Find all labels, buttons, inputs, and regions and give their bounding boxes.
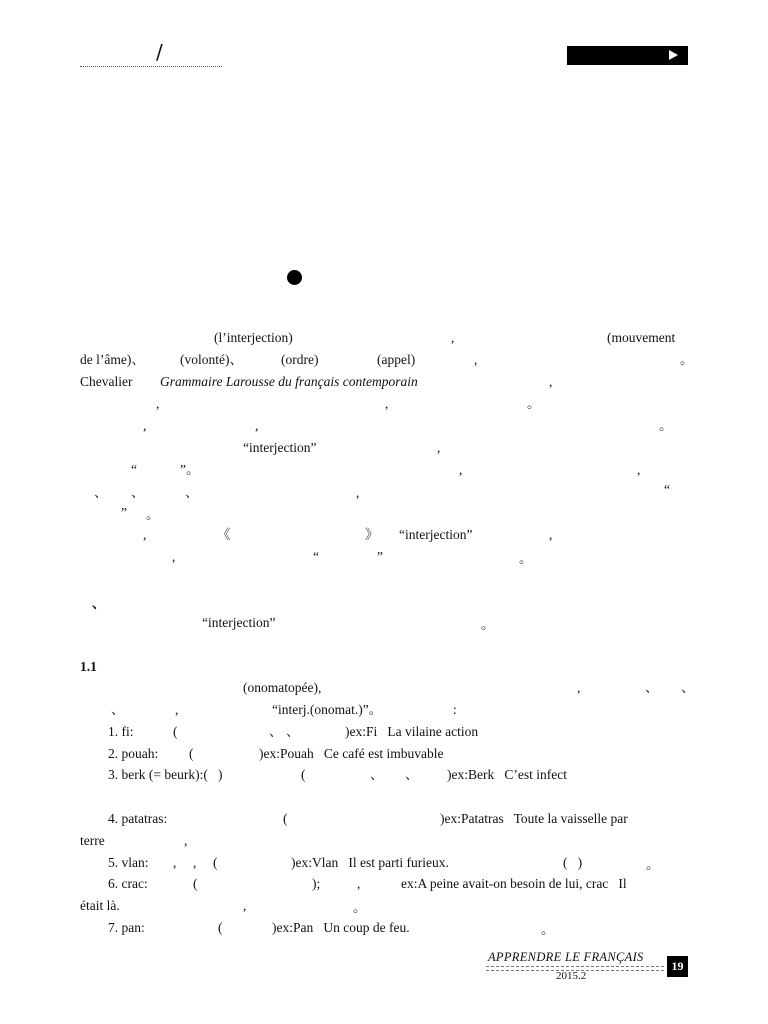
issue-number: 2015.2 bbox=[556, 970, 587, 982]
item-term: 2. pouah: bbox=[108, 746, 159, 761]
text-fragment: (onomatopée), bbox=[243, 680, 322, 695]
text-fragment: (ordre) bbox=[281, 352, 319, 367]
text-fragment: , bbox=[184, 833, 188, 848]
text-fragment: , bbox=[577, 680, 581, 695]
text-fragment: 。 bbox=[481, 617, 495, 632]
item-example-cont: était là. bbox=[80, 898, 120, 913]
text-fragment: 、 bbox=[185, 485, 199, 500]
text-fragment: (l’interjection) bbox=[214, 330, 293, 345]
text-fragment: ( bbox=[218, 920, 223, 935]
text-fragment: , bbox=[173, 855, 177, 870]
text-fragment: 。 bbox=[646, 857, 660, 872]
text-fragment: , bbox=[385, 396, 389, 411]
section-mark: 、 bbox=[92, 596, 106, 611]
text-fragment: : bbox=[453, 702, 457, 717]
item-term: 5. vlan: bbox=[108, 855, 149, 870]
text-fragment: 。 bbox=[527, 396, 541, 411]
header-slash: / bbox=[156, 40, 163, 64]
play-arrow-icon bbox=[669, 50, 678, 60]
item-term: 7. pan: bbox=[108, 920, 145, 935]
text-fragment: 、 bbox=[286, 724, 300, 739]
text-fragment: 。 bbox=[541, 922, 555, 937]
text-fragment: 、 bbox=[681, 680, 695, 695]
text-fragment: 。 bbox=[680, 352, 694, 367]
item-example: )ex:Pan Un coup de feu. bbox=[272, 920, 410, 935]
text-fragment: 。 bbox=[659, 418, 673, 433]
text-fragment: ( bbox=[173, 724, 178, 739]
text-fragment: 。 bbox=[146, 507, 160, 522]
item-example: ex:A peine avait-on besoin de lui, crac Il bbox=[401, 876, 627, 891]
journal-title: APPRENDRE LE FRANÇAIS bbox=[488, 950, 644, 964]
text-fragment: 、 bbox=[405, 767, 419, 782]
item-term: 1. fi: bbox=[108, 724, 134, 739]
text-fragment: “ bbox=[664, 482, 670, 497]
text-fragment: “interj.(onomat.)”。 bbox=[272, 702, 383, 717]
text-fragment: 、 bbox=[645, 680, 659, 695]
text-fragment: “ bbox=[131, 462, 137, 477]
text-fragment: 。 bbox=[519, 551, 533, 566]
text-fragment: ” bbox=[121, 505, 127, 520]
text-fragment: 、 bbox=[94, 485, 108, 500]
page-number: 19 bbox=[667, 956, 688, 977]
text-fragment: 》 bbox=[365, 527, 379, 542]
text-fragment: , bbox=[193, 855, 197, 870]
item-term: 4. patatras: bbox=[108, 811, 168, 826]
item-term: 6. crac: bbox=[108, 876, 148, 891]
text-fragment: ( bbox=[213, 855, 218, 870]
text-fragment: “ bbox=[313, 549, 319, 564]
text-fragment: ( bbox=[193, 876, 198, 891]
text-fragment: ); bbox=[312, 876, 321, 891]
text-fragment: , bbox=[356, 485, 360, 500]
text-fragment: “interjection” bbox=[399, 527, 473, 542]
text-fragment: (volonté)、 bbox=[180, 352, 243, 367]
item-example: )ex:Berk C’est infect bbox=[447, 767, 567, 782]
text-fragment: 、 bbox=[269, 724, 283, 739]
text-fragment: , bbox=[549, 374, 553, 389]
text-fragment: 、 bbox=[131, 485, 145, 500]
text-fragment: 。 bbox=[353, 900, 367, 915]
text-fragment: de l’âme)、 bbox=[80, 352, 145, 367]
header-dotted-rule bbox=[80, 66, 222, 67]
text-fragment: , bbox=[255, 418, 259, 433]
text-fragment: “interjection” bbox=[202, 615, 276, 630]
text-fragment: ( bbox=[283, 811, 288, 826]
text-fragment: , bbox=[474, 352, 478, 367]
text-fragment: 、 bbox=[111, 702, 125, 717]
text-fragment: , bbox=[143, 527, 147, 542]
text-fragment: “interjection” bbox=[243, 440, 317, 455]
header-bar bbox=[567, 46, 688, 65]
item-example-cont: terre bbox=[80, 833, 105, 848]
text-fragment: 《 bbox=[217, 527, 231, 542]
text-fragment: , bbox=[437, 440, 441, 455]
text-fragment: 、 bbox=[370, 767, 384, 782]
text-fragment: , bbox=[172, 549, 176, 564]
text-fragment: (appel) bbox=[377, 352, 416, 367]
text-fragment: (mouvement bbox=[607, 330, 676, 345]
text-fragment: ( bbox=[189, 746, 194, 761]
item-example: )ex:Fi La vilaine action bbox=[345, 724, 479, 739]
text-fragment: , bbox=[156, 396, 160, 411]
text-fragment: ( bbox=[301, 767, 306, 782]
text-fragment: ” bbox=[377, 549, 383, 564]
text-fragment: ( ) bbox=[563, 855, 583, 870]
text-fragment: , bbox=[243, 898, 247, 913]
item-example: )ex:Vlan Il est parti furieux. bbox=[291, 855, 449, 870]
text-fragment: , bbox=[451, 330, 455, 345]
text-fragment: , bbox=[549, 527, 553, 542]
text-fragment: Chevalier bbox=[80, 374, 133, 389]
book-title: Grammaire Larousse du français contemporain bbox=[160, 374, 418, 389]
title-bullet bbox=[287, 270, 302, 285]
subsection-heading: 1.1 bbox=[80, 659, 97, 674]
text-fragment: , bbox=[357, 876, 361, 891]
text-fragment: ”。 bbox=[180, 462, 200, 477]
item-example: )ex:Pouah Ce café est imbuvable bbox=[259, 746, 444, 761]
text-fragment: , bbox=[143, 418, 147, 433]
text-fragment: , bbox=[175, 702, 179, 717]
text-fragment: , bbox=[637, 462, 641, 477]
text-fragment: , bbox=[459, 462, 463, 477]
item-example: )ex:Patatras Toute la vaisselle par bbox=[440, 811, 628, 826]
item-term: 3. berk (= beurk):( ) bbox=[108, 767, 223, 782]
